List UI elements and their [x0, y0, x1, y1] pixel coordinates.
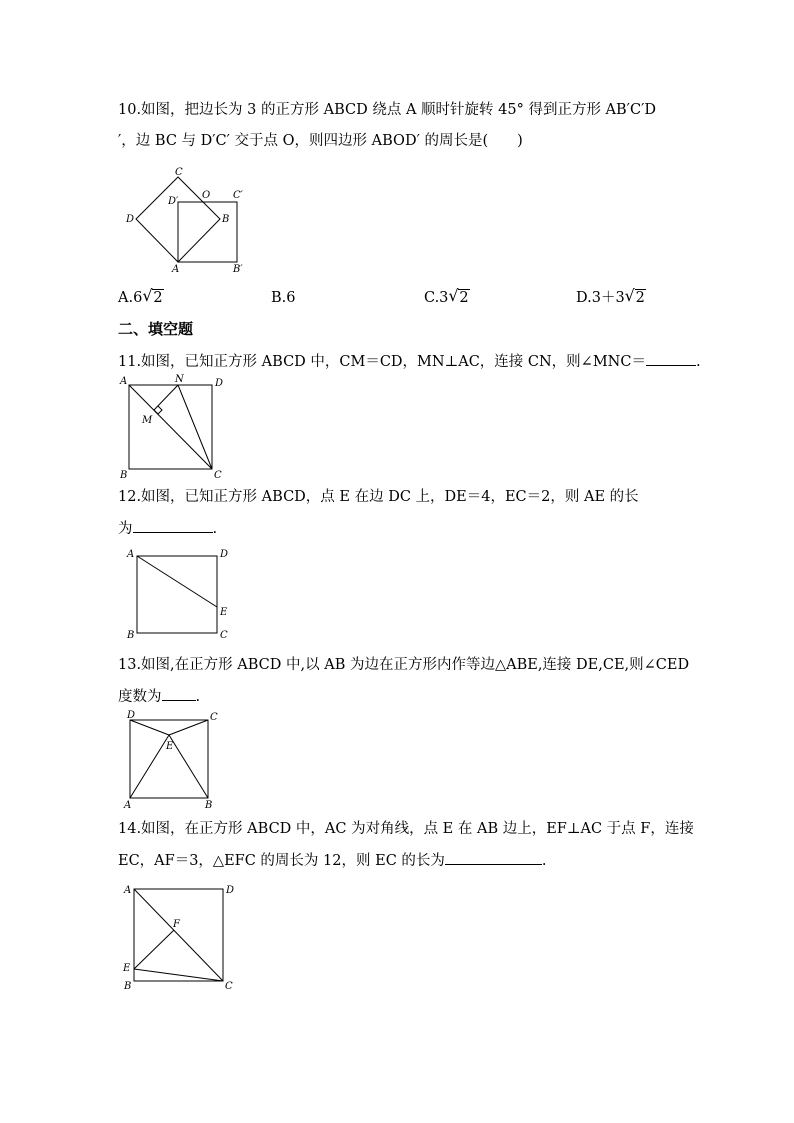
- q10-option-c-prefix: C.3: [424, 290, 449, 306]
- q14-label-e: E: [123, 963, 131, 974]
- q10-option-d-prefix: D.3＋3: [576, 290, 625, 306]
- q13-label-b: B: [205, 800, 213, 811]
- q14-label-c: C: [225, 981, 233, 992]
- q12-label-b: B: [127, 630, 135, 641]
- q14-text-line-1: 14.如图，在正方形 ABCD 中，AC 为对角线，点 E 在 AB 边上，EF⊥AC 于点 F，连接: [118, 821, 694, 837]
- section-heading-fill-in: 二、填空题: [118, 320, 194, 338]
- q10-option-c-radicand: 2: [459, 290, 469, 306]
- q13-text-end: .: [195, 689, 201, 705]
- q13-label-d: D: [127, 710, 136, 721]
- q11-label-a: A: [120, 376, 128, 387]
- q10-label-c: C: [175, 167, 183, 178]
- q13-text-prefix: 度数为: [118, 689, 162, 705]
- sqrt-symbol: √ 2: [448, 286, 469, 306]
- sqrt-symbol: √ 2: [624, 286, 645, 306]
- q12-text-line-1: 12.如图，已知正方形 ABCD，点 E 在边 DC 上，DE＝4，EC＝2，则 AE 的长: [118, 489, 639, 505]
- q13-label-c: C: [210, 712, 218, 723]
- q10-label-c-prime: C′: [233, 190, 243, 201]
- q14-segment-ef: [134, 930, 174, 969]
- q12-text-prefix: 为: [118, 521, 133, 537]
- sqrt-symbol: √ 2: [142, 286, 163, 306]
- q10-label-b-prime: B′: [233, 264, 243, 275]
- q10-label-b: B: [222, 214, 230, 225]
- q10-label-o: O: [202, 190, 211, 201]
- q14-label-b: B: [124, 981, 132, 992]
- q12-text-end: .: [212, 521, 218, 537]
- q11-label-m: M: [142, 415, 153, 426]
- q11-label-c: C: [214, 470, 222, 481]
- q10-option-a-prefix: A.6: [118, 290, 143, 306]
- q14-segment-ec: [134, 969, 223, 981]
- q11-text-end: .: [695, 354, 701, 370]
- q13-label-a: A: [124, 800, 132, 811]
- q12-label-d: D: [220, 549, 229, 560]
- q10-label-d-prime: D′: [168, 196, 179, 207]
- q11-label-n: N: [175, 374, 184, 385]
- q11-label-b: B: [120, 470, 128, 481]
- q14-label-d: D: [226, 885, 235, 896]
- q14-label-f: F: [173, 919, 180, 930]
- q10-option-b[interactable]: B.6: [271, 290, 296, 306]
- q10-label-a: A: [172, 264, 180, 275]
- q12-label-a: A: [127, 549, 135, 560]
- q11-label-d: D: [215, 378, 224, 389]
- q14-text-end: .: [541, 853, 547, 869]
- q12-label-e: E: [220, 607, 228, 618]
- q10-option-a-radicand: 2: [153, 290, 163, 306]
- q13-label-e: E: [166, 741, 174, 752]
- q13-text-line-1: 13.如图,在正方形 ABCD 中,以 AB 为边在正方形内作等边△ABE,连接 DE,CE,则∠CED: [118, 657, 690, 673]
- q10-option-d-radicand: 2: [635, 290, 645, 306]
- q10-text-line-2: ′，边 BC 与 D′C′ 交于点 O，则四边形 ABOD′ 的周长是( ): [118, 133, 523, 149]
- q14-diagonal-ac: [134, 889, 223, 981]
- q12-label-c: C: [220, 630, 228, 641]
- q10-text-line-1: 10.如图，把边长为 3 的正方形 ABCD 绕点 A 顺时针旋转 45° 得到正方形 AB′C′D: [118, 102, 656, 118]
- q14-text-body: EC，AF＝3，△EFC 的周长为 12，则 EC 的长为: [118, 853, 445, 869]
- q10-label-d: D: [126, 214, 135, 225]
- q11-text-body: 11.如图，已知正方形 ABCD 中，CM＝CD，MN⊥AC，连接 CN，则∠MNC＝: [118, 354, 646, 370]
- q14-label-a: A: [124, 885, 132, 896]
